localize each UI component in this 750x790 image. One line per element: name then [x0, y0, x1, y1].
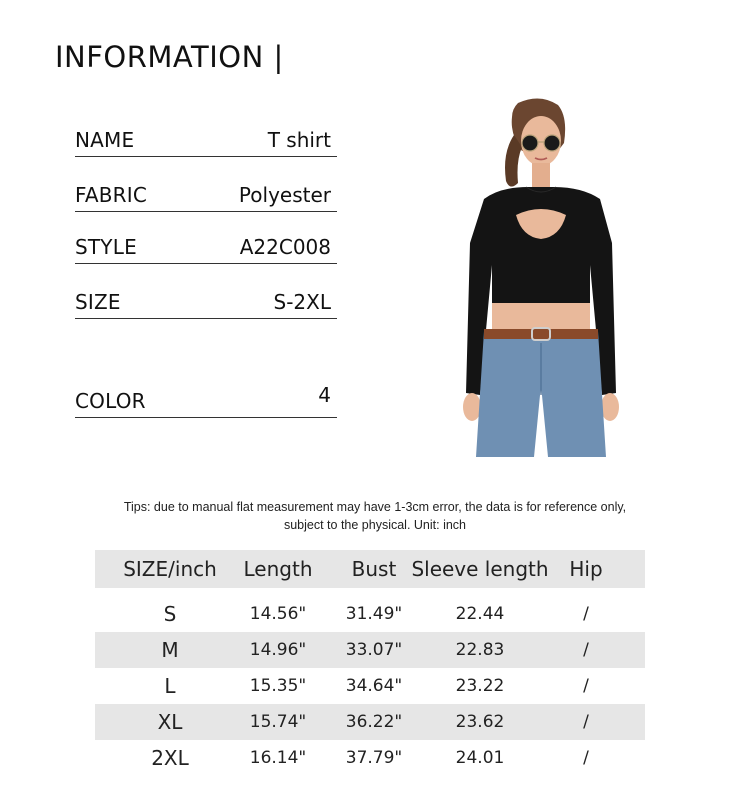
table-row — [95, 704, 645, 740]
info-label: FABRIC — [75, 183, 148, 207]
information-heading: INFORMATION | — [55, 40, 284, 74]
size-cell: 2XL — [151, 746, 189, 770]
hip-cell: / — [583, 640, 589, 660]
belt — [484, 329, 598, 339]
info-row-name — [75, 122, 337, 157]
info-label: NAME — [75, 128, 135, 152]
right-hand — [601, 393, 619, 421]
info-row-style — [75, 229, 337, 264]
header-sleeve-length: Sleeve length — [411, 557, 549, 581]
size-cell: XL — [157, 710, 183, 734]
info-value: A22C008 — [239, 235, 331, 259]
bust-cell: 33.07" — [345, 640, 403, 660]
table-row — [95, 668, 645, 704]
hip-cell: / — [583, 676, 589, 696]
tips-line-1: Tips: due to manual flat measurement may have 1-3cm error, the data is for reference only, — [123, 500, 627, 514]
info-label: STYLE — [75, 235, 137, 259]
hip-cell: / — [583, 748, 589, 768]
product-model-photo — [440, 95, 640, 457]
bust-cell: 37.79" — [345, 748, 403, 768]
info-value: 4 — [318, 383, 331, 407]
header-bust: Bust — [351, 557, 397, 581]
info-row-color — [75, 383, 337, 418]
length-cell: 15.74" — [249, 712, 307, 732]
sleeve-cell: 24.01 — [455, 748, 505, 768]
info-value: T shirt — [267, 128, 331, 152]
hip-cell: / — [583, 712, 589, 732]
info-value: S-2XL — [273, 290, 331, 314]
header-hip: Hip — [569, 557, 603, 581]
table-row — [95, 596, 645, 632]
left-hand — [463, 393, 481, 421]
bust-cell: 36.22" — [345, 712, 403, 732]
bust-cell: 34.64" — [345, 676, 403, 696]
info-row-size — [75, 284, 337, 319]
sleeve-cell: 22.83 — [455, 640, 505, 660]
sleeve-cell: 23.22 — [455, 676, 505, 696]
info-row-fabric — [75, 177, 337, 212]
length-cell: 14.96" — [249, 640, 307, 660]
size-cell: L — [164, 674, 176, 698]
length-cell: 16.14" — [249, 748, 307, 768]
info-label: SIZE — [75, 290, 121, 314]
size-chart-table — [95, 550, 645, 776]
sleeve-cell: 22.44 — [455, 604, 505, 624]
size-cell: M — [161, 638, 179, 662]
table-header-row — [95, 550, 645, 588]
table-row — [95, 740, 645, 776]
tips-line-2: subject to the physical. Unit: inch — [283, 518, 467, 532]
sleeve-cell: 23.62 — [455, 712, 505, 732]
length-cell: 15.35" — [249, 676, 307, 696]
header-size: SIZE/inch — [123, 557, 217, 581]
info-label: COLOR — [75, 389, 146, 413]
bust-cell: 31.49" — [345, 604, 403, 624]
header-length: Length — [243, 557, 313, 581]
hip-cell: / — [583, 604, 589, 624]
length-cell: 14.56" — [249, 604, 307, 624]
size-cell: S — [163, 602, 177, 626]
info-value: Polyester — [238, 183, 331, 207]
midriff — [492, 303, 590, 331]
table-row — [95, 632, 645, 668]
tips-note — [60, 498, 690, 534]
